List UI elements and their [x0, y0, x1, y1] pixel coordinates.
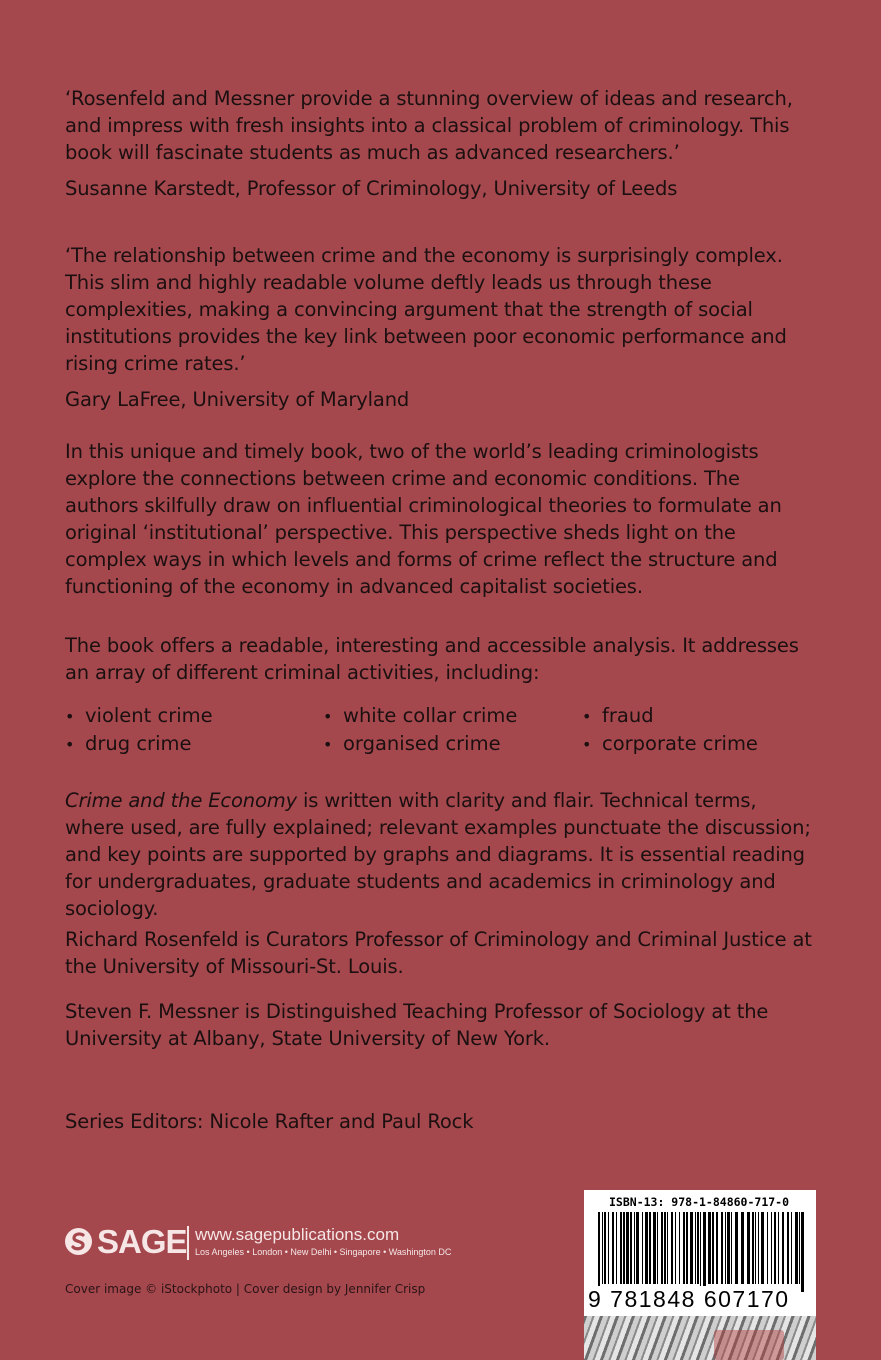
- publisher-url: www.sagepublications.com: [195, 1225, 400, 1244]
- quote-karstedt: [65, 85, 815, 202]
- crime-list-column: [582, 702, 758, 758]
- barcode: [584, 1190, 816, 1360]
- cover-image-tint: [714, 1330, 784, 1360]
- quote-attribution: Gary LaFree, University of Maryland: [65, 388, 410, 411]
- list-item: • organised crime: [323, 730, 517, 758]
- isbn-label: ISBN-13: 978-1-84860-717-0: [609, 1195, 790, 1209]
- bullet: •: [65, 707, 75, 726]
- quote-attribution: Susanne Karstedt, Professor of Criminology, University of Leeds: [65, 177, 678, 200]
- logo-divider: [187, 1226, 189, 1260]
- isbn-number: 9 781848 607170: [588, 1286, 790, 1312]
- publisher-cities: Los Angeles • London • New Delhi • Singapore • Washington DC: [195, 1247, 452, 1257]
- bullet: •: [323, 735, 333, 754]
- book-description: In this unique and timely book, two of the world’s leading criminologists explore the connections between crime and economic conditions. The authors skilfully draw on influential criminological theories to formulate an original ‘institutional’ perspective. This perspective sheds light on the complex ways in which levels and forms of crime reflect the structure and functioning of the economy in advanced capitalist societies.: [65, 440, 782, 598]
- quote-text: ‘The relationship between crime and the economy is surprisingly complex. This slim and highly readable volume deftly leads us through these complexities, making a convincing argument that the strength of social institutions provides the key link between poor economic performance and rising crime rates.’: [65, 244, 787, 375]
- crime-list-column: [323, 702, 517, 758]
- offers-intro: The book offers a readable, interesting and accessible analysis. It addresses an array of different criminal activities, including:: [65, 634, 799, 684]
- bullet: •: [65, 735, 75, 754]
- quote-lafree: [65, 242, 815, 413]
- list-item: • violent crime: [65, 702, 213, 730]
- list-item: • white collar crime: [323, 702, 517, 730]
- list-item: • drug crime: [65, 730, 213, 758]
- series-editors: Series Editors: Nicole Rafter and Paul Rock: [65, 1110, 474, 1133]
- publisher-name: SAGE: [97, 1223, 187, 1260]
- bullet: •: [582, 707, 592, 726]
- cover-credit: Cover image © iStockphoto | Cover design by Jennifer Crisp: [65, 1282, 426, 1296]
- sage-s-icon: [65, 1228, 92, 1255]
- bullet: •: [323, 707, 333, 726]
- list-item: • corporate crime: [582, 730, 758, 758]
- author-bio-messner: Steven F. Messner is Distinguished Teaching Professor of Sociology at the University at Albany, State University of New York.: [65, 1000, 769, 1050]
- list-item: • fraud: [582, 702, 758, 730]
- book-title: Crime and the Economy: [65, 789, 297, 812]
- barcode-bars: [584, 1212, 816, 1292]
- author-bio-rosenfeld: Richard Rosenfeld is Curators Professor of Criminology and Criminal Justice at the University of Missouri-St. Louis.: [65, 928, 812, 978]
- quote-text: ‘Rosenfeld and Messner provide a stunning overview of ideas and research, and impress with fresh insights into a classical problem of criminology. This book will fascinate students as much as advanced researchers.’: [65, 87, 793, 164]
- bullet: •: [582, 735, 592, 754]
- book-summary: Crime and the Economy is written with clarity and flair. Technical terms, where used, are fully explained; relevant examples punctuate the discussion; and key points are supported by graphs and diagrams. It is essential reading for undergraduates, graduate students and academics in criminology and sociology.: [65, 789, 811, 920]
- crime-list-column: [65, 702, 213, 758]
